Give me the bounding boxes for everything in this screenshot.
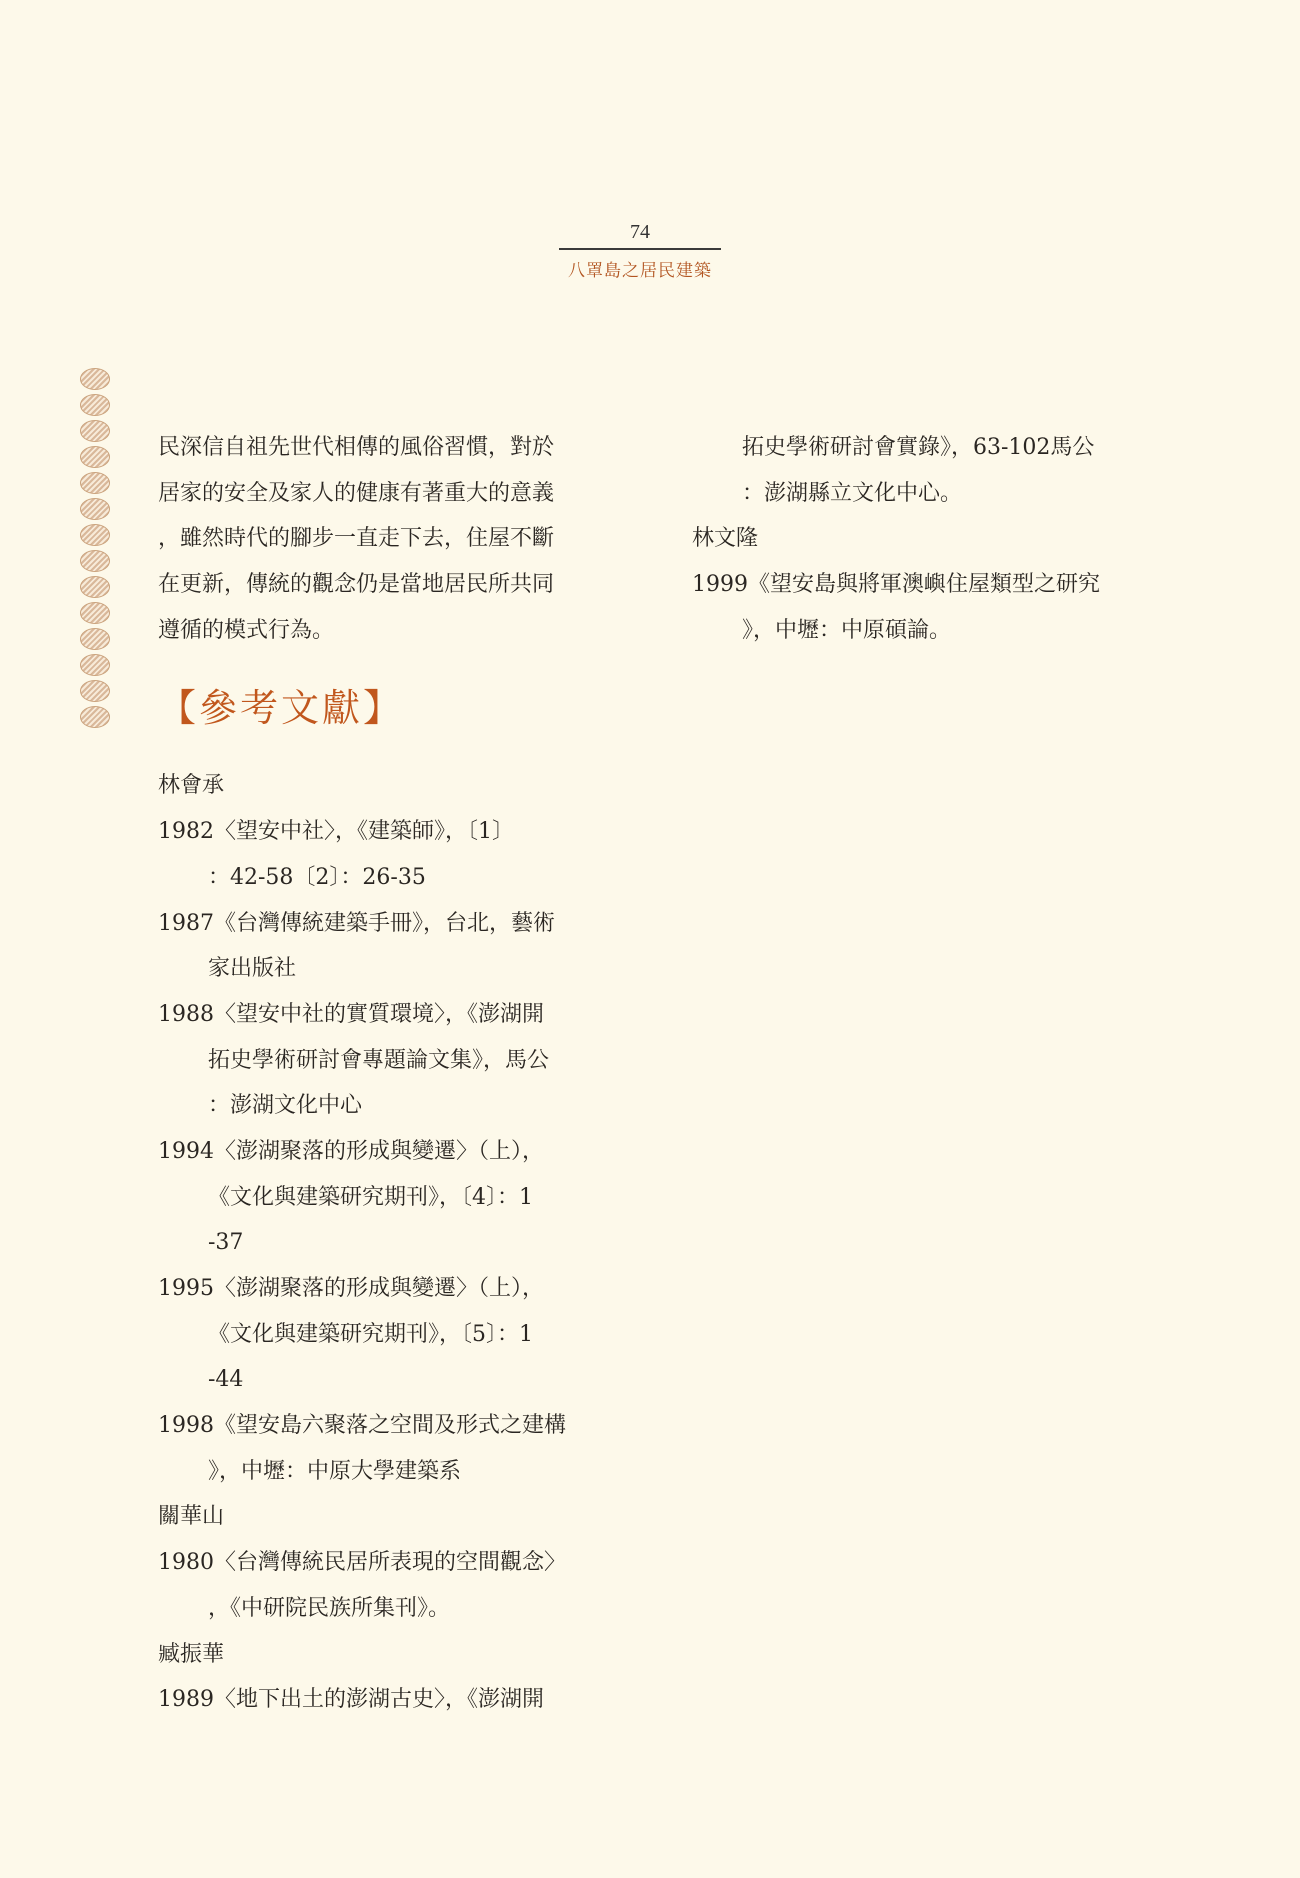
page-number: 74 bbox=[630, 221, 650, 243]
header-rule bbox=[559, 248, 721, 250]
bead-ornament bbox=[80, 446, 110, 468]
reference-continuation: ：澎湖文化中心 bbox=[208, 1093, 363, 1119]
bead-ornament bbox=[80, 498, 110, 520]
reference-continuation: 家出版社 bbox=[208, 956, 297, 982]
paragraph-line: 民深信自祖先世代相傳的風俗習慣，對於 bbox=[158, 435, 555, 460]
reference-continuation: 拓史學術研討會實錄》，63-102馬公 bbox=[742, 435, 1095, 460]
bead-ornament bbox=[80, 576, 110, 598]
reference-continuation: 《文化與建築研究期刊》，〔5〕：1 bbox=[208, 1321, 533, 1347]
reference-entry: 1995〈澎湖聚落的形成與變遷〉（上）， bbox=[158, 1276, 544, 1301]
bead-ornament bbox=[80, 654, 110, 676]
reference-continuation: -37 bbox=[208, 1230, 244, 1256]
page-header bbox=[540, 220, 740, 281]
reference-continuation: 》，中壢：中原碩論。 bbox=[742, 617, 952, 643]
author-name: 林會承 bbox=[158, 773, 225, 799]
left-column bbox=[158, 425, 618, 1723]
bead-ornament bbox=[80, 628, 110, 650]
section-title: 【參考文獻】 bbox=[158, 686, 405, 731]
reference-continuation: ：42-58〔2〕：26-35 bbox=[208, 864, 426, 890]
reference-continuation: -44 bbox=[208, 1367, 244, 1393]
right-column bbox=[692, 425, 1152, 653]
paragraph-line: 居家的安全及家人的健康有著重大的意義 bbox=[158, 480, 555, 506]
bead-ornament bbox=[80, 602, 110, 624]
author-name: 關華山 bbox=[158, 1504, 225, 1530]
author-name: 臧振華 bbox=[158, 1641, 225, 1667]
paragraph-line: 遵循的模式行為。 bbox=[158, 617, 335, 643]
reference-continuation: 》，中壢：中原大學建築系 bbox=[208, 1458, 462, 1484]
reference-entry: 1982〈望安中社〉，《建築師》，〔1〕 bbox=[158, 819, 514, 845]
reference-entry: 1980〈台灣傳統民居所表現的空間觀念〉 bbox=[158, 1550, 566, 1576]
bead-ornament bbox=[80, 550, 110, 572]
reference-entry: 1998《望安島六聚落之空間及形式之建構 bbox=[158, 1413, 566, 1439]
bead-ornament bbox=[80, 680, 110, 702]
reference-entry: 1987《台灣傳統建築手冊》，台北，藝術 bbox=[158, 910, 555, 936]
bead-ornament bbox=[80, 394, 110, 416]
paragraph-line: ，雖然時代的腳步一直走下去，住屋不斷 bbox=[158, 526, 555, 552]
bead-ornament bbox=[80, 368, 110, 390]
running-title: 八罩島之居民建築 bbox=[568, 261, 712, 281]
reference-continuation: ，《中研院民族所集刊》。 bbox=[208, 1595, 451, 1621]
reference-entry: 1989〈地下出土的澎湖古史〉，《澎湖開 bbox=[158, 1687, 544, 1713]
reference-continuation: ：澎湖縣立文化中心。 bbox=[742, 480, 963, 506]
bead-ornament bbox=[80, 524, 110, 546]
author-name: 林文隆 bbox=[692, 526, 759, 552]
reference-continuation: 拓史學術研討會專題論文集》，馬公 bbox=[208, 1047, 550, 1073]
bead-ornament bbox=[80, 706, 110, 728]
paragraph-line: 在更新，傳統的觀念仍是當地居民所共同 bbox=[158, 572, 555, 598]
bead-ornament bbox=[80, 472, 110, 494]
decorative-bead-column bbox=[77, 368, 111, 732]
reference-entry: 1988〈望安中社的實質環境〉，《澎湖開 bbox=[158, 1001, 544, 1027]
reference-entry: 1999《望安島與將軍澳嶼住屋類型之研究 bbox=[692, 572, 1100, 598]
reference-continuation: 《文化與建築研究期刊》，〔4〕：1 bbox=[208, 1184, 533, 1210]
reference-entry: 1994〈澎湖聚落的形成與變遷〉（上）， bbox=[158, 1138, 544, 1164]
bead-ornament bbox=[80, 420, 110, 442]
